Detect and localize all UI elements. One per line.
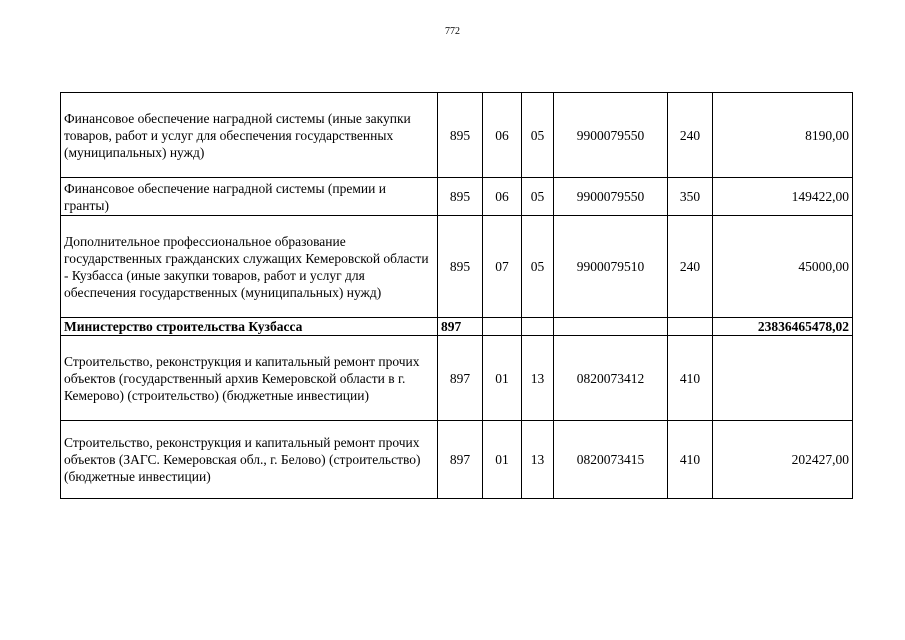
subsection-code: [522, 318, 554, 336]
budget-table: [60, 92, 853, 499]
amount: 8190,00: [713, 93, 853, 178]
expense-type-code: 350: [668, 178, 713, 216]
expense-type-code: 410: [668, 336, 713, 421]
ministry-code: 895: [438, 93, 483, 178]
subsection-code: 05: [522, 93, 554, 178]
subsection-code: 13: [522, 336, 554, 421]
ministry-code: 897: [438, 421, 483, 499]
row-description: Финансовое обеспечение наградной системы (премии и гранты): [61, 178, 438, 216]
row-description: Министерство строительства Кузбасса: [61, 318, 438, 336]
table-row: [61, 336, 853, 421]
row-description: Финансовое обеспечение наградной системы (иные закупки товаров, работ и услуг для обеспечения государственных (муниципальных) нужд): [61, 93, 438, 178]
target-article-code: 9900079550: [554, 178, 668, 216]
expense-type-code: 410: [668, 421, 713, 499]
ministry-code: 897: [438, 318, 483, 336]
table-row: [61, 216, 853, 318]
amount: [713, 336, 853, 421]
target-article-code: 0820073412: [554, 336, 668, 421]
amount: 202427,00: [713, 421, 853, 499]
subsection-code: 05: [522, 178, 554, 216]
section-code: 01: [483, 421, 522, 499]
ministry-code: 895: [438, 178, 483, 216]
expense-type-code: 240: [668, 93, 713, 178]
section-code: 06: [483, 93, 522, 178]
row-description: Строительство, реконструкция и капитальный ремонт прочих объектов (государственный архив Кемеровской области в г. Кемерово) (строительство) (бюджетные инвестиции): [61, 336, 438, 421]
amount: 23836465478,02: [713, 318, 853, 336]
row-description: Дополнительное профессиональное образование государственных гражданских служащих Кемеровской области - Кузбасса (иные закупки товаров, работ и услуг для обеспечения государственных (муниципальных) нужд): [61, 216, 438, 318]
target-article-code: 0820073415: [554, 421, 668, 499]
section-code: 06: [483, 178, 522, 216]
ministry-code: 895: [438, 216, 483, 318]
target-article-code: 9900079510: [554, 216, 668, 318]
expense-type-code: 240: [668, 216, 713, 318]
amount: 149422,00: [713, 178, 853, 216]
expense-type-code: [668, 318, 713, 336]
section-code: 07: [483, 216, 522, 318]
amount: 45000,00: [713, 216, 853, 318]
subsection-code: 13: [522, 421, 554, 499]
table-row: [61, 178, 853, 216]
section-code: 01: [483, 336, 522, 421]
table-row: [61, 318, 853, 336]
table-row: [61, 421, 853, 499]
subsection-code: 05: [522, 216, 554, 318]
ministry-code: 897: [438, 336, 483, 421]
row-description: Строительство, реконструкция и капитальный ремонт прочих объектов (ЗАГС. Кемеровская обл., г. Белово) (строительство) (бюджетные инвестиции): [61, 421, 438, 499]
target-article-code: 9900079550: [554, 93, 668, 178]
page-number: 772: [445, 26, 460, 37]
section-code: [483, 318, 522, 336]
table-row: [61, 93, 853, 178]
target-article-code: [554, 318, 668, 336]
